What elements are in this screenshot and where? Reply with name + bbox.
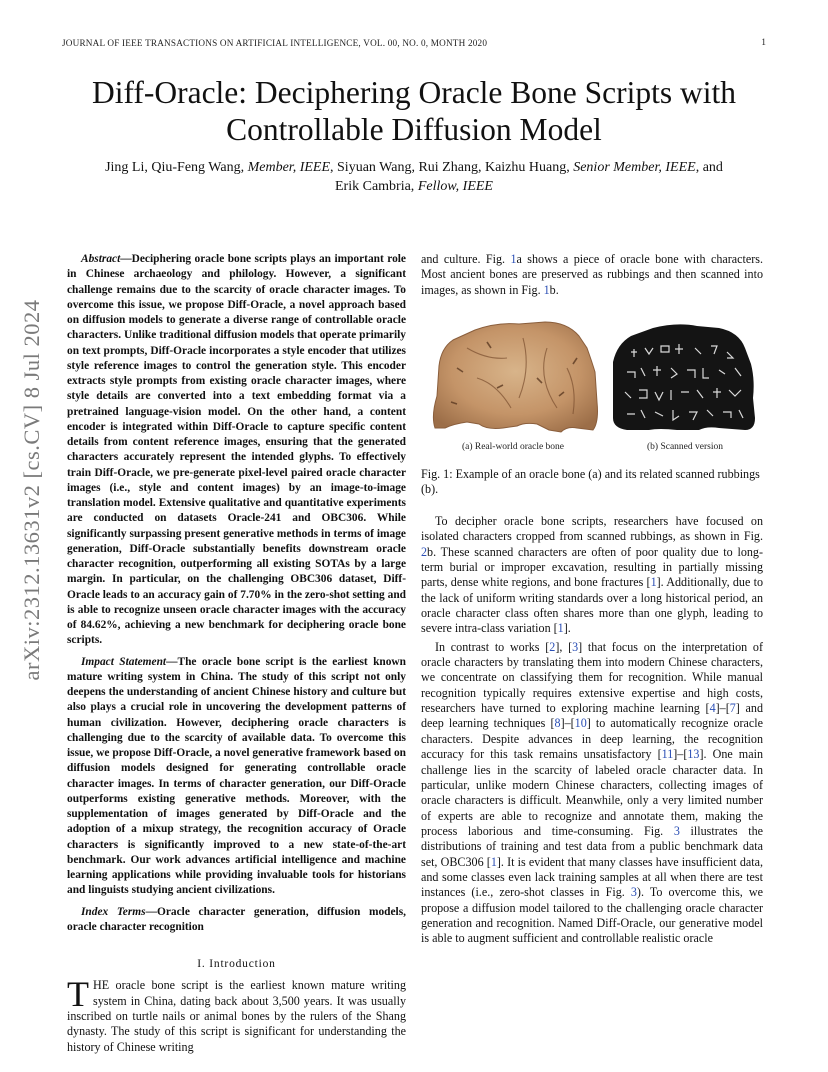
figure-1 bbox=[427, 318, 763, 458]
oracle-bone-photo bbox=[433, 322, 597, 432]
citation-link[interactable]: 8 bbox=[554, 716, 561, 731]
section-heading-introduction: I. Introduction bbox=[197, 958, 276, 970]
right-paragraph-2: To decipher oracle bone scripts, researchers have focused on isolated characters cropped from scanned rubbings, as shown in Fig. 2b. These scanned characters are often of poor quality due to long-term burial or improper excavation, resulting in partially missing parts, dense white regions, and bone fractures [1]. Additionally, due to the lack of uniform writing standards over a long historical period, an oracle character class often shares more than one glyph, leading to severe intra-class variation [1]. bbox=[421, 514, 763, 636]
intro-paragraph bbox=[67, 974, 406, 1055]
citation-link[interactable]: 1 bbox=[650, 575, 657, 590]
right-paragraph-3: In contrast to works [2], [3] that focus on the interpretation of oracle characters by translating them into modern Chinese characters, we concentrate on classifying them for recognition. While manual recognition typically requires extensive expertise and high costs, researchers have turned to exploring machine learning [4]–[7] and deep learning techniques [8]–[10] to automatically recognize oracle characters. Despite advances in deep learning, the recognition accuracy for this task remains unsatisfactory [11]–[13]. One main challenge lies in the scarcity of labeled oracle character data. In particular, unlike modern Chinese characters, collecting images of oracle characters is difficult. Meanwhile, only a very limited number of experts are able to recognize and annotate them, making the process laborious and time-consuming. Fig. 3 illustrates the distributions of training and test data from a public benchmark data set, OBC306 [1]. It is evident that many classes have insufficient data, and some classes even lack training samples at all when there are test instances (i.e., zero-shot classes in Fig. 3). To overcome this, we propose a diffusion model tailored to the challenging oracle character generation and recognition. Named Diff-Oracle, our generative model is able to augment sufficient and controllable realistic oracle bbox=[421, 639, 763, 946]
right-column-body bbox=[421, 514, 763, 947]
abstract-label: Abstract bbox=[81, 253, 121, 265]
author-membership: Senior Member, IEEE bbox=[573, 160, 696, 175]
impact-statement bbox=[67, 655, 406, 899]
fig-ref-link[interactable]: 3 bbox=[630, 885, 637, 900]
index-terms-label: Index Terms bbox=[81, 905, 146, 918]
fig-ref-link[interactable]: 1 bbox=[543, 282, 550, 297]
citation-link[interactable]: 13 bbox=[687, 747, 700, 762]
author-membership: Fellow, IEEE bbox=[417, 179, 493, 194]
impact-label: Impact Statement bbox=[81, 655, 167, 668]
author-list bbox=[62, 158, 766, 196]
left-column bbox=[67, 252, 406, 1055]
title-line-2: Controllable Diffusion Model bbox=[226, 112, 602, 147]
index-terms bbox=[67, 905, 406, 936]
author-membership: Member, IEEE bbox=[247, 160, 331, 175]
authors-text: Jing Li, Qiu-Feng Wang, bbox=[105, 160, 248, 175]
citation-link[interactable]: 1 bbox=[490, 854, 497, 869]
arxiv-stamp-text: arXiv:2312.13631v2 [cs.CV] 8 Jul 2024 bbox=[19, 299, 44, 681]
index-terms-text: —Oracle character generation, diffusion models, oracle character recognition bbox=[67, 905, 406, 933]
drop-cap: T bbox=[67, 974, 89, 1015]
running-head: JOURNAL OF IEEE TRANSACTIONS ON ARTIFICIAL INTELLIGENCE, VOL. 00, NO. 0, MONTH 2020 bbox=[62, 38, 488, 48]
citation-link[interactable]: 3 bbox=[572, 639, 579, 654]
citation-link[interactable]: 10 bbox=[574, 716, 587, 731]
abstract-text: —Deciphering oracle bone scripts plays an important role in Chinese archaeology and philology. However, a significant challenge remains due to the scarcity of oracle character images. To overcome this issue, we propose Diff-Oracle, a novel approach based on diffusion models to generate a diverse range of controllable oracle characters. Unlike traditional diffusion models that operate primarily on text prompts, Diff-Oracle incorporates a style encoder that utilizes style reference images to control the generation style. This encoder extracts style prompts from existing oracle character images, where style details are converted into a text embedding format via a pretrained language-vision model. On the other hand, a content encoder is integrated within Diff-Oracle to capture specific content details from content reference images, ensuring that the generated characters accurately represent the intended glyphs. To effectively train Diff-Oracle, we pre-generate pixel-level paired oracle character images (i.e., style and content images) by an image-to-image translation model. Extensive qualitative and quantitative experiments are conducted on datasets Oracle-241 and OBC306. While significantly surpassing present generative methods in terms of image generation, Diff-Oracle substantially benefits downstream oracle character recognition, outperforming all existing SOTAs by a large margin. In particular, on the challenging OBC306 dataset, Diff-Oracle leads to an accuracy gain of 7.70% in the zero-shot setting and is able to recognize unseen oracle character images with the accuracy of 84.62%, achieving a new benchmark for deciphering oracle bone scripts. bbox=[67, 253, 406, 647]
fig-ref-link[interactable]: 1 bbox=[510, 252, 517, 266]
subcaption-a: (a) Real-world oracle bone bbox=[461, 442, 565, 452]
citation-link[interactable]: 11 bbox=[661, 747, 674, 762]
scanned-rubbing-image bbox=[613, 324, 755, 430]
authors-text: , and bbox=[695, 160, 723, 175]
right-paragraph-1: and culture. Fig. 1a shows a piece of oracle bone with characters. Most ancient bones are preserved as rubbings and then scanned into images, as shown in Fig. 1b. bbox=[421, 252, 763, 297]
authors-text: , Siyuan Wang, Rui Zhang, Kaizhu Huang, bbox=[330, 160, 574, 175]
intro-text: HE oracle bone script is the earliest known mature writing system in China, dating back about 3,500 years. It was usually inscribed on turtle nails or animal bones by the rulers of the Shang dynasty. The study of this script is significant for understanding the history of Chinese writing bbox=[67, 978, 406, 1054]
impact-text: —The oracle bone script is the earliest known mature writing system in China. The study of this script not only deepens the understanding of ancient Chinese history and culture but also plays a crucial role in uncovering the development patterns of human civilization. However, deciphering oracle characters is challenging due to the scarcity of available data. To overcome this issue, we propose Diff-Oracle, a novel generative framework based on diffusion models designed for generating controllable oracle character images. In terms of character generation, our Diff-Oracle outperforms existing generative methods. Moreover, with the supplementation of images generated by Diff-Oracle and the adoption of a mixup strategy, the recognition accuracy of Oracle characters is significantly improved to a new state-of-the-art benchmark. Our work advances artificial intelligence and machine learning applications while providing invaluable tools for historians and linguists studying ancient civilizations. bbox=[67, 655, 406, 897]
arxiv-stamp bbox=[2, 300, 62, 680]
figure-1-images bbox=[427, 318, 763, 458]
fig-ref-link[interactable]: 3 bbox=[673, 823, 680, 838]
fig-ref-link[interactable]: 2 bbox=[421, 544, 428, 559]
abstract bbox=[67, 252, 406, 649]
citation-link[interactable]: 1 bbox=[557, 621, 564, 636]
citation-link[interactable]: 2 bbox=[549, 639, 556, 654]
citation-link[interactable]: 7 bbox=[729, 701, 736, 716]
right-column-top bbox=[421, 252, 763, 298]
citation-link[interactable]: 4 bbox=[709, 701, 716, 716]
title-line-1: Diff-Oracle: Deciphering Oracle Bone Scripts with bbox=[91, 75, 737, 110]
paper-title bbox=[62, 74, 766, 148]
page-number: 1 bbox=[761, 38, 766, 48]
subcaption-b: (b) Scanned version bbox=[647, 442, 723, 452]
authors-text: Erik Cambria, bbox=[335, 179, 418, 194]
figure-1-caption: Fig. 1: Example of an oracle bone (a) and its related scanned rubbings (b). bbox=[421, 467, 760, 497]
